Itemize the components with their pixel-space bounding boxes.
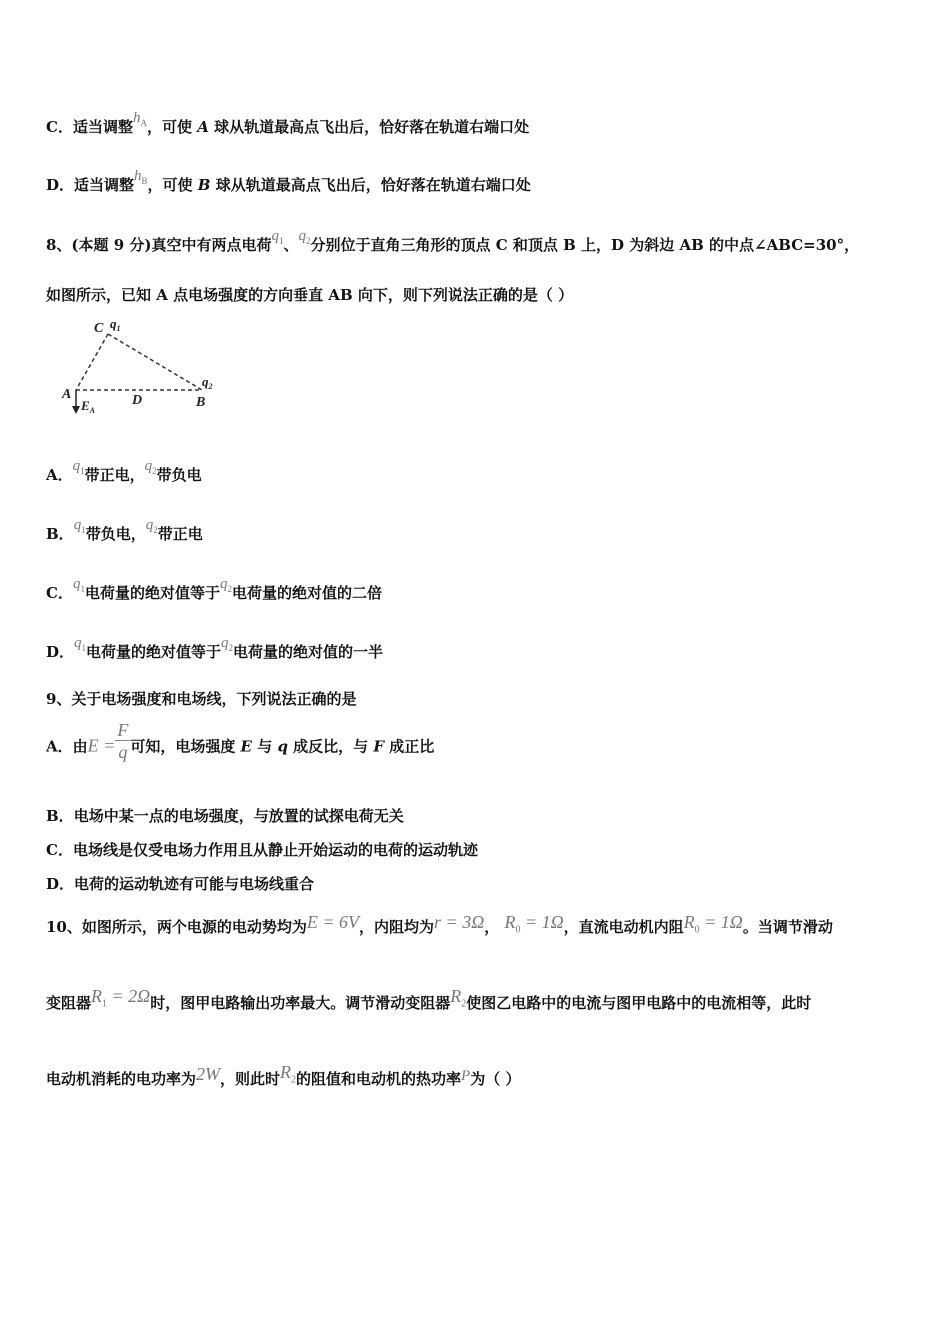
math-r2: $R_2$ [280,1062,297,1086]
q9-option-a: A．由E = $\frac{F}{q}$ 可知，电场强度 E 与 q 成反比，与 F 成正比 [46,720,435,762]
q8-option-a: A．$q_1$带正电，$q_2$带负电 [46,458,202,484]
label-d: D [132,393,143,408]
math-r0-b: $R_0 = 1\Omega$ [683,912,743,936]
label-ea: $E_A$ [81,398,96,415]
q10-stem-line1: 10、如图所示，两个电源的电动势均为E = 6V，内阻均为r = 3Ω， $R_0 = 1\Omega$，直流电动机内阻$R_0 = 1\Omega$。当调节滑动 [46,912,833,936]
q7-option-c: C．适当调整$h_A$，可使 A 球从轨道最高点飞出后，恰好落在轨道右端口处 [46,110,530,136]
q8-option-d: D．$q_1$电荷量的绝对值等于$q_2$电荷量的绝对值的一半 [46,635,384,661]
q8-stem-line2: 如图所示，已知 A 点电场强度的方向垂直 AB 向下，则下列说法正确的是（ ） [46,286,574,304]
option-label: D． [46,643,75,661]
label-q1: $q_1$ [110,316,121,333]
q9-option-b: B．电场中某一点的电场强度，与放置的试探电荷无关 [46,807,404,825]
option-label: B． [46,525,74,543]
math-q2: $q_2$ [221,635,234,653]
math-q1: $q_1$ [73,517,86,535]
label-b: B [196,395,206,410]
option-label: C． [46,118,73,136]
q8-option-c: C．$q_1$电荷量的绝对值等于$q_2$电荷量的绝对值的二倍 [46,576,382,602]
option-label: A． [46,737,73,756]
q10-stem-line2: 变阻器$R_1 = 2\Omega$时，图甲电路输出功率最大。调节滑动变阻器$R_2$使图乙电路中的电流与图甲电路中的电流相等，此时 [46,986,812,1012]
option-label: C． [46,584,73,602]
math-p: P [461,1068,471,1084]
q9-stem: 9、关于电场强度和电场线，下列说法正确的是 [46,690,357,708]
math-q1: $q_1$ [74,635,87,653]
math-e-eq: E = [87,735,116,756]
label-q2: $q_2$ [202,374,213,391]
edge-cb [108,334,202,390]
triangle-figure [46,312,226,422]
option-label: D． [46,875,75,893]
label-c: C [94,321,104,336]
math-h-a: $h_A$ [132,110,147,128]
q10-stem-line3: 电动机消耗的电功率为2W，则此时$R_2$的阻值和电动机的热功率P为（ ） [46,1062,521,1088]
field-arrowhead [72,406,80,414]
math-q2: $q_2$ [144,458,157,476]
edge-ca [76,334,108,390]
option-label: D． [46,176,75,194]
math-q1: $q_1$ [271,228,284,246]
q9-option-c: C．电场线是仅受电场力作用且从静止开始运动的电荷的运动轨迹 [46,841,478,859]
math-h-b: $h_B$ [134,168,148,186]
label-a: A [62,387,72,402]
math-q1: $q_1$ [72,576,85,594]
math-r: r = 3Ω [434,912,485,932]
math-r2: $R_2$ [450,986,467,1010]
q8-option-b: B．$q_1$带负电，$q_2$带正电 [46,517,203,543]
math-q1: $q_1$ [72,458,85,476]
math-2w: 2W [196,1064,221,1084]
math-q2: $q_2$ [145,517,158,535]
math-q2: $q_2$ [219,576,232,594]
q8-stem-line1: 8、(本题 9 分)真空中有两点电荷$q_1$、$q_2$分别位于直角三角形的顶点 C 和顶点 B 上，D 为斜边 AB 的中点∠ABC=30°， [46,228,860,254]
math-r1: $R_1 = 2\Omega$ [91,986,151,1010]
fraction-f-over-q: $\frac{F}{q}$ [117,720,129,762]
math-r0-a: $R_0 = 1\Omega$ [504,912,564,936]
math-emf: E = 6V [306,912,360,932]
q7-option-d: D．适当调整$h_B$，可使 B 球从轨道最高点飞出后，恰好落在轨道右端口处 [46,168,531,194]
option-label: A． [46,466,73,484]
q9-option-d: D．电荷的运动轨迹有可能与电场线重合 [46,875,315,893]
option-label: B． [46,807,74,825]
math-q2: $q_2$ [298,228,311,246]
option-label: C． [46,841,73,859]
